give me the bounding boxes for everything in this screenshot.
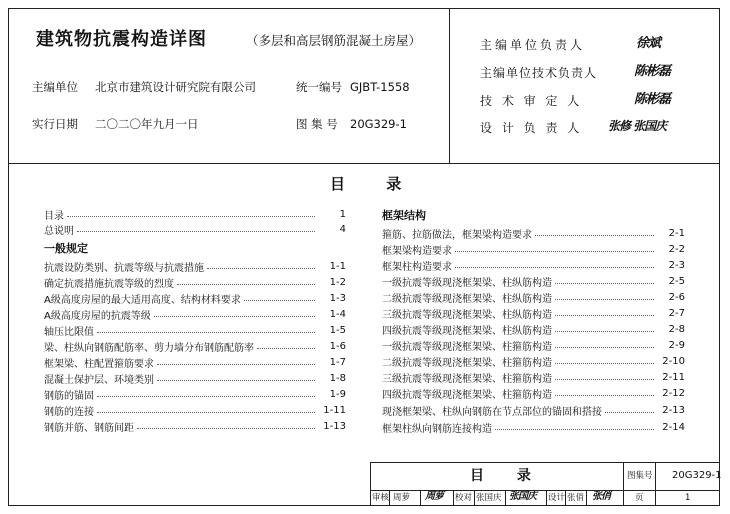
cell-rule [474,490,475,506]
design-signature: 张俏 [592,491,610,502]
toc-item: A级高度房屋的抗震等级 1-4 [44,308,346,322]
toc-item: 二级抗震等级现浇框架梁、柱纵筋构造 2-6 [382,291,685,305]
check-name: 张国庆 [476,493,502,503]
title-block-atlas-rule [623,462,624,506]
toc-item: 目录 1 [44,208,346,222]
toc-item: 钢筋并筋、钢筋间距 1-13 [44,420,346,434]
sig-name-design-lead: 张修 张国庆 [608,119,667,133]
toc-item: 箍筋、拉筋做法，框架梁构造要求 2-1 [382,227,685,241]
toc-item: 二级抗震等级现浇框架梁、柱箍筋构造 2-10 [382,355,685,369]
toc-heading: 目 录 [330,175,420,193]
atlas-no-value: 20G329-1 [350,117,407,131]
title-block-atlas-value: 20G329-1 [672,470,722,481]
design-label: 设计 [548,493,566,503]
header-bottom-rule [8,163,720,164]
cell-rule [505,490,506,506]
toc-item: 混凝土保护层、环境类别 1-8 [44,372,346,386]
design-name: 张俏 [567,493,585,503]
cell-rule [453,490,454,506]
section-heading-frame: 框架结构 [382,209,426,222]
check-signature: 张国庆 [509,491,536,502]
toc-item: 四级抗震等级现浇框架梁、柱纵筋构造 2-8 [382,323,685,337]
sig-label-tech-lead: 主编单位技术负责人 [480,66,598,80]
title-block-value-rule [655,462,656,506]
toc-item: 一级抗震等级现浇框架梁、柱箍筋构造 2-9 [382,339,685,353]
review-signature: 周萝 [425,491,443,502]
toc-item: 框架柱纵向钢筋连接构造 2-14 [382,421,685,435]
sig-name-chief-unit: 徐斌 [636,36,661,51]
date-value: 二〇二〇年九月一日 [95,117,199,131]
org-label: 主编单位 [32,80,78,94]
toc-item: 三级抗震等级现浇框架梁、柱箍筋构造 2-11 [382,371,685,385]
toc-item: 钢筋的锚固 1-9 [44,388,346,402]
code-value: GJBT-1558 [350,80,410,94]
atlas-title: 建筑物抗震构造详图 [36,29,207,50]
toc-item: 框架柱构造要求 2-3 [382,259,685,273]
toc-item: 框架梁构造要求 2-2 [382,243,685,257]
title-block-mid-rule [370,490,720,491]
date-label: 实行日期 [32,117,78,131]
toc-item: 现浇框架梁、柱纵向钢筋在节点部位的锚固和搭接 2-13 [382,404,685,418]
toc-item: 轴压比限值 1-5 [44,324,346,338]
cell-rule [546,490,547,506]
cell-rule [565,490,566,506]
atlas-subtitle: （多层和高层钢筋混凝土房屋） [246,33,422,48]
title-block-top-rule [370,462,720,463]
title-block-left-rule [370,462,371,506]
toc-item: 确定抗震措施抗震等级的烈度 1-2 [44,276,346,290]
toc-item: A级高度房屋的最大适用高度、结构材料要求 1-3 [44,292,346,306]
check-label: 校对 [455,493,473,503]
toc-item: 梁、柱纵向钢筋配筋率、剪力墙分布钢筋配筋率 1-6 [44,340,346,354]
toc-item: 四级抗震等级现浇框架梁、柱箍筋构造 2-12 [382,387,685,401]
review-label: 审核 [372,493,390,503]
title-block-atlas-label: 图集号 [627,471,653,481]
header-divider [449,8,450,163]
toc-item: 三级抗震等级现浇框架梁、柱纵筋构造 2-7 [382,307,685,321]
page-label: 页 [635,493,644,503]
sig-name-tech-review: 陈彬磊 [634,92,671,107]
sig-label-tech-review: 技 术 审 定 人 [480,94,583,108]
toc-item: 一级抗震等级现浇框架梁、柱纵筋构造 2-5 [382,275,685,289]
section-heading-general: 一般规定 [44,242,88,255]
toc-item: 框架梁、柱配置箍筋要求 1-7 [44,356,346,370]
toc-item: 钢筋的连接 1-11 [44,404,346,418]
org-value: 北京市建筑设计研究院有限公司 [95,80,256,94]
cell-rule [586,490,587,506]
toc-item: 总说明 4 [44,223,346,237]
code-label: 统一编号 [296,80,342,94]
cell-rule [420,490,421,506]
sig-label-chief-unit: 主编单位负责人 [480,38,586,52]
page-value: 1 [685,493,691,503]
review-name: 周萝 [393,493,411,503]
cell-rule [389,490,390,506]
atlas-no-label: 图 集 号 [296,117,338,131]
toc-item: 抗震设防类别、抗震等级与抗震措施 1-1 [44,260,346,274]
sig-name-tech-lead: 陈彬磊 [634,64,671,79]
title-block-title: 目 录 [470,468,545,484]
sig-label-design-lead: 设 计 负 责 人 [480,121,583,135]
